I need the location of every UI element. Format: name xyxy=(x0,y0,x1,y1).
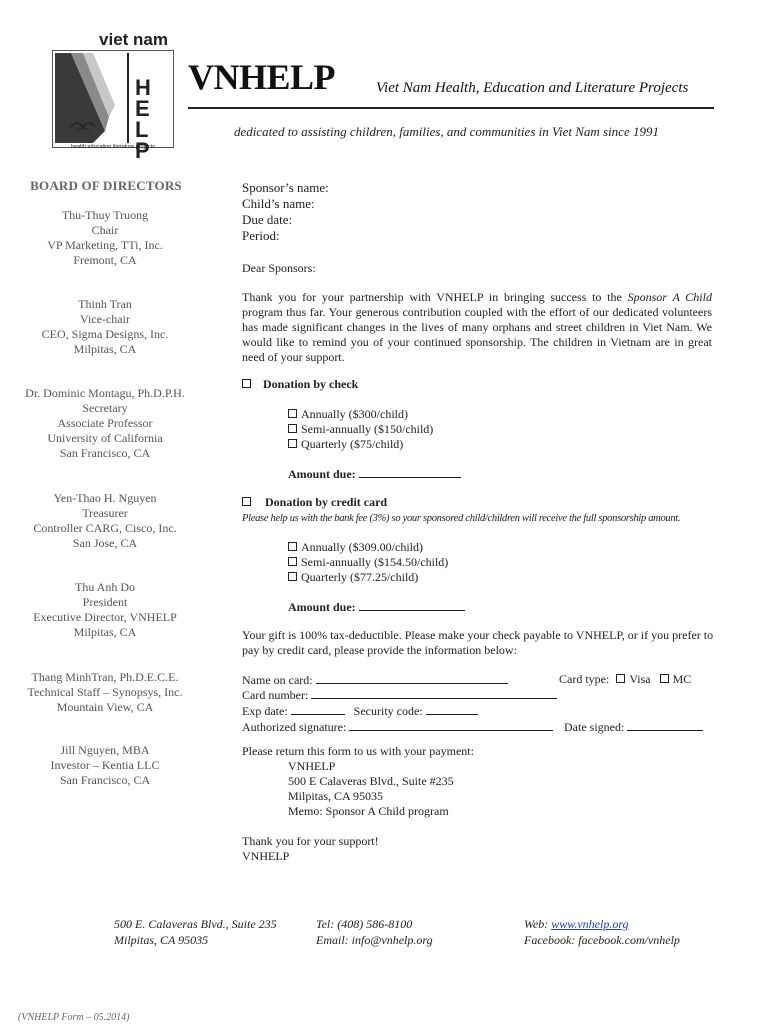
letter-body-end: program thus far. Your generous contribution coupled with the effort of our dedicated volunteers has made significant changes in the lives of many orphans and street children in Viet Nam. We would like to remind you of your continued sponsorship. The children in Vietnam are in great need of your support. xyxy=(242,305,712,364)
member-location: San Francisco, CA xyxy=(59,446,151,460)
footer-contact xyxy=(316,916,433,948)
footer-address xyxy=(114,916,277,948)
footer-street: 500 E. Calaveras Blvd., Suite 235 xyxy=(114,917,277,931)
checkbox-icon[interactable] xyxy=(288,424,297,433)
card-fee-note: Please help us with the bank fee (3%) so your sponsored child/children will receive the full sponsorship amount. xyxy=(242,513,681,524)
member-affiliation: University of California xyxy=(47,431,163,445)
dedication-line: dedicated to assisting children, families, and communities in Viet Nam since 1991 xyxy=(234,124,659,139)
form-version: (VNHELP Form – 05.2014) xyxy=(18,1012,130,1023)
exp-date-field[interactable] xyxy=(291,703,345,715)
mc-label: MC xyxy=(672,672,692,686)
visa-label: Visa xyxy=(629,672,651,686)
member-title: Investor – Kentia LLC xyxy=(50,758,160,772)
check-heading-label: Donation by check xyxy=(263,377,359,391)
exp-date-label: Exp date: xyxy=(242,704,288,718)
board-member-1 xyxy=(12,208,198,268)
board-member-6 xyxy=(12,670,198,715)
member-name: Thinh Tran xyxy=(78,297,132,311)
member-role: Secretary xyxy=(82,401,128,415)
authorized-signature-label: Authorized signature: xyxy=(242,720,347,734)
board-member-2 xyxy=(12,297,198,357)
name-on-card-row xyxy=(242,672,712,687)
member-title: Executive Director, VNHELP xyxy=(33,610,177,624)
check-section-heading xyxy=(242,377,358,392)
amount-due-label: Amount due: xyxy=(288,600,356,614)
card-number-label: Card number: xyxy=(242,688,309,702)
mc-checkbox[interactable] xyxy=(660,674,669,683)
check-option-quarterly[interactable] xyxy=(288,437,433,452)
due-date-label: Due date: xyxy=(242,212,293,227)
card-option-semiannual[interactable] xyxy=(288,555,448,570)
check-option-semiannual[interactable] xyxy=(288,422,433,437)
member-location: San Jose, CA xyxy=(72,536,138,550)
card-donation-checkbox[interactable] xyxy=(242,497,251,506)
signature-field[interactable] xyxy=(349,719,553,731)
checkbox-icon[interactable] xyxy=(288,439,297,448)
member-role: Treasurer xyxy=(82,506,128,520)
member-role: President xyxy=(82,595,128,609)
card-options xyxy=(288,540,448,585)
member-location: Fremont, CA xyxy=(73,253,137,267)
member-location: Mountain View, CA xyxy=(56,700,154,714)
card-details xyxy=(242,672,712,734)
logo-letter-e: E xyxy=(135,96,150,121)
web-label: Web: xyxy=(524,917,552,931)
logo-caption: health education literature projects xyxy=(70,144,156,150)
greeting: Dear Sponsors: xyxy=(242,261,316,275)
member-name: Yen-Thao H. Nguyen xyxy=(53,491,157,505)
card-option-quarterly[interactable] xyxy=(288,570,448,585)
member-name: Thu Anh Do xyxy=(75,580,135,594)
check-amount-due xyxy=(288,466,461,482)
member-location: San Francisco, CA xyxy=(59,773,151,787)
logo-letter-p: P xyxy=(135,138,150,163)
board-member-3 xyxy=(12,386,198,461)
option-label: Semi-annually ($154.50/child) xyxy=(301,555,449,569)
signature-row xyxy=(242,719,712,734)
visa-checkbox[interactable] xyxy=(616,674,625,683)
board-member-5 xyxy=(12,580,198,640)
return-org: VNHELP xyxy=(288,759,336,773)
return-city: Milpitas, CA 95035 xyxy=(288,789,384,803)
exp-security-row xyxy=(242,703,712,719)
board-heading: BOARD OF DIRECTORS xyxy=(30,178,182,193)
member-location: Milpitas, CA xyxy=(73,342,137,356)
name-on-card-field[interactable] xyxy=(316,672,508,684)
card-number-field[interactable] xyxy=(311,687,557,699)
member-role: Chair xyxy=(91,223,119,237)
footer-phone: Tel: (408) 586-8100 xyxy=(316,917,413,931)
card-number-row xyxy=(242,687,712,703)
card-type-label: Card type: xyxy=(559,672,610,686)
amount-due-label: Amount due: xyxy=(288,467,356,481)
tax-note: Your gift is 100% tax-deductible. Please make your check payable to VNHELP, or if you prefer to pay by credit card, please provide the information below: xyxy=(242,628,714,657)
member-name: Dr. Dominic Montagu, Ph.D.P.H. xyxy=(25,386,185,400)
member-title: CEO, Sigma Designs, Inc. xyxy=(41,327,169,341)
option-label: Annually ($300/child) xyxy=(301,407,408,421)
footer-email: Email: info@vnhelp.org xyxy=(316,933,433,947)
signoff-line: VNHELP xyxy=(242,849,290,863)
letter-body xyxy=(242,290,712,365)
card-type-group xyxy=(559,672,691,687)
card-amount-field[interactable] xyxy=(359,599,465,611)
checkbox-icon[interactable] xyxy=(288,542,297,551)
thanks-line: Thank you for your support! xyxy=(242,834,379,848)
footer-web xyxy=(524,916,680,948)
logo-mark xyxy=(52,50,174,163)
return-address xyxy=(288,759,454,819)
brand-tagline: Viet Nam Health, Education and Literature Projects xyxy=(376,80,689,96)
board-member-4 xyxy=(12,491,198,551)
checkbox-icon[interactable] xyxy=(288,409,297,418)
logo-letter-h: H xyxy=(135,75,151,100)
return-instructions: Please return this form to us with your payment: xyxy=(242,744,474,758)
card-option-annual[interactable] xyxy=(288,540,448,555)
footer-facebook[interactable]: Facebook: facebook.com/vnhelp xyxy=(524,933,680,947)
footer-website-row xyxy=(524,916,680,932)
check-donation-checkbox[interactable] xyxy=(242,379,251,388)
vnhelp-logo xyxy=(52,28,182,163)
child-name-label: Child’s name: xyxy=(242,196,315,211)
logo-letter-l: L xyxy=(135,117,149,142)
member-title: Technical Staff – Synopsys, Inc. xyxy=(27,685,183,699)
member-role: Vice-chair xyxy=(80,312,130,326)
board-member-7 xyxy=(12,743,198,788)
logo-top-text: viet nam xyxy=(99,30,168,49)
security-code-field[interactable] xyxy=(426,703,478,715)
card-section-heading xyxy=(242,495,387,510)
check-option-annual[interactable] xyxy=(288,407,433,422)
checkbox-icon[interactable] xyxy=(288,557,297,566)
check-options xyxy=(288,407,433,452)
sponsor-name-label: Sponsor’s name: xyxy=(242,180,329,195)
member-location: Milpitas, CA xyxy=(73,625,137,639)
option-label: Quarterly ($77.25/child) xyxy=(301,570,419,584)
return-memo: Memo: Sponsor A Child program xyxy=(288,804,449,818)
date-signed-group xyxy=(564,719,703,735)
date-signed-field[interactable] xyxy=(627,719,703,731)
check-amount-field[interactable] xyxy=(359,466,461,478)
member-name: Thu-Thuy Truong xyxy=(61,208,149,222)
letter-body-start: Thank you for your partnership with VNHELP in bringing success to the xyxy=(242,290,628,304)
member-title: VP Marketing, TTi, Inc. xyxy=(47,238,163,252)
card-heading-label: Donation by credit card xyxy=(265,495,388,509)
member-name: Thang MinhTran, Ph.D.E.C.E. xyxy=(31,670,179,684)
footer-city: Milpitas, CA 95035 xyxy=(114,933,209,947)
checkbox-icon[interactable] xyxy=(288,572,297,581)
closing xyxy=(242,834,379,864)
card-amount-due xyxy=(288,599,465,615)
date-signed-label: Date signed: xyxy=(564,720,625,734)
header-rule xyxy=(188,107,714,109)
program-name: Sponsor A Child xyxy=(627,290,712,304)
option-label: Semi-annually ($150/child) xyxy=(301,422,434,436)
brand-name: VNHELP xyxy=(188,57,336,97)
security-code-label: Security code: xyxy=(353,704,423,718)
member-name: Jill Nguyen, MBA xyxy=(60,743,150,757)
website-link[interactable]: www.vnhelp.org xyxy=(551,917,629,931)
option-label: Annually ($309.00/child) xyxy=(301,540,423,554)
period-label: Period: xyxy=(242,228,280,243)
sponsor-fields xyxy=(242,180,329,244)
return-street: 500 E Calaveras Blvd., Suite #235 xyxy=(288,774,454,788)
member-title: Associate Professor xyxy=(57,416,153,430)
option-label: Quarterly ($75/child) xyxy=(301,437,404,451)
name-on-card-label: Name on card: xyxy=(242,673,313,687)
member-title: Controller CARG, Cisco, Inc. xyxy=(33,521,177,535)
logo-v-shape xyxy=(53,51,173,147)
